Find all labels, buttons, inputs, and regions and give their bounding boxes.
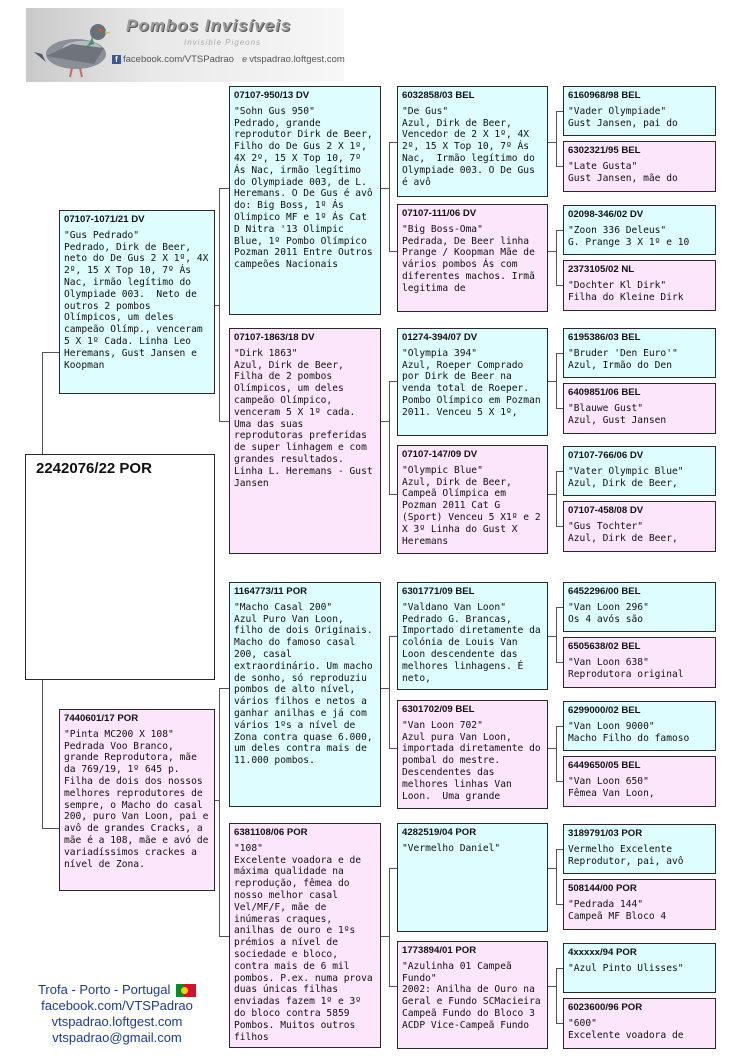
connector-line xyxy=(556,662,563,663)
ancestor-card xyxy=(563,582,716,632)
pigeon-description: "Van Loon 650" Fêmea Van Loon, xyxy=(568,775,655,799)
pigeon-description: Vermelho Excelente Reprodutor, pai, avô xyxy=(568,843,684,867)
connector-line xyxy=(556,726,557,781)
ring-id: 07107-1071/21 DV xyxy=(64,214,145,225)
ring-id: 6195386/03 BEL xyxy=(568,332,641,343)
ring-id: 6409851/06 BEL xyxy=(568,387,641,398)
ring-id: 6449650/05 BEL xyxy=(568,760,641,771)
connector-line xyxy=(215,305,219,306)
ring-id: 7440601/17 POR xyxy=(64,713,139,724)
connector-line xyxy=(556,607,563,608)
connector-line xyxy=(556,471,563,472)
site-subtitle: Invisible Pigeons xyxy=(184,38,262,47)
connector-line xyxy=(389,381,390,494)
connector-line xyxy=(215,800,219,801)
pigeon-description: "Vater Olympic Blue" Azul, Dirk de Beer, xyxy=(568,465,684,489)
connector-line xyxy=(389,868,397,869)
ancestor-card xyxy=(563,998,716,1049)
connector-line xyxy=(389,636,397,637)
connector-line xyxy=(42,352,43,454)
connector-line xyxy=(556,353,563,354)
connector-line xyxy=(548,868,556,869)
connector-line xyxy=(381,421,389,422)
pigeon-description: "108" Excelente voadora e de máxima qualidade na reprodução, fêmea do nosso melhor casal Vel/MF/F, mãe de inúmeras craques, anilhas de ouro e 1ºs prémios a nível de sociedade e bloco, contra mais de 6 mil pombos. P.ex. numa prova duas únicas filhas enviadas fazem 1º e 3º do bloco contra 5859 Pombos. Muitos outros filhos xyxy=(234,842,373,1043)
dam-card xyxy=(59,709,215,891)
ring-id: 07107-147/09 DV xyxy=(402,449,478,460)
location-line xyxy=(22,982,212,998)
header-links xyxy=(112,54,345,65)
connector-line xyxy=(389,381,397,382)
connector-line xyxy=(381,188,389,189)
connector-line xyxy=(556,526,563,527)
pigeon-description: "600" Excelente voadora de xyxy=(568,1017,684,1041)
connector-line xyxy=(556,1023,563,1024)
pigeon-logo-icon xyxy=(32,14,112,80)
pigeon-description: "Gus Pedrado" Pedrado, Dirk de Beer, neto do De Gus 2 X 1º, 4X 2º, 15 X Top 10, 7º Ás Nac, irmão legítimo do Olympiade 003. Neto de outros 2 pombos Olímpicos, um deles campeão Olímp., venceram 5 X 1º Cada. Linha Leo Heremans, Gust Jansen e Koopman xyxy=(64,229,209,371)
ancestor-card xyxy=(563,383,716,434)
ring-id: 07107-111/06 DV xyxy=(402,208,477,219)
email-link[interactable]: vtspadrao@gmail.com xyxy=(52,1030,182,1045)
great-grandparent-card xyxy=(397,445,548,554)
connector-line xyxy=(42,352,59,353)
connector-line xyxy=(389,748,397,749)
facebook-link[interactable]: facebook.com/VTSPadrao xyxy=(41,998,193,1013)
pigeon-description: "Macho Casal 200" Azul Puro Van Loon, filho de dois Originais. Macho do famoso casal 200, casal extraordinário. Um macho de sonho, só reproduziu pombos de alto nível, vários filhos e netos a ganhar anilhas e já com vários 1ºs a nível de Zona contra quase 6.000, um deles contra mais de 11.000 pombos. xyxy=(234,601,373,767)
great-grandparent-card xyxy=(397,941,548,1049)
great-grandparent-card xyxy=(397,582,548,690)
connector-line xyxy=(548,636,556,637)
ancestor-card xyxy=(563,86,716,136)
connector-line xyxy=(556,968,563,969)
ancestor-card xyxy=(563,943,716,993)
great-grandparent-card xyxy=(397,823,548,932)
connector-line xyxy=(548,494,556,495)
connector-line xyxy=(556,111,557,166)
pigeon-description: "Gus Tochter" Azul, Dirk de Beer, xyxy=(568,520,678,544)
pigeon-description: "Big Boss-Oma" Pedrada, De Beer linha Prange / Koopman Mãe de vários pombos Ás com diferentes machos. Irmã legitima de xyxy=(402,223,535,294)
contact-footer xyxy=(22,982,212,1046)
great-grandparent-card xyxy=(397,700,548,809)
ring-id: 3189791/03 POR xyxy=(568,828,643,839)
ancestor-card xyxy=(563,879,716,930)
sire-card xyxy=(59,210,215,394)
web-icon: e xyxy=(241,54,248,65)
connector-line xyxy=(548,381,556,382)
ancestor-card xyxy=(563,328,716,378)
connector-line xyxy=(548,142,556,143)
connector-line xyxy=(556,781,563,782)
connector-line xyxy=(389,142,390,251)
site-link[interactable]: vtspadrao.loftgest.com xyxy=(249,54,345,65)
pigeon-description: "Van Loon 296" Os 4 avós são xyxy=(568,601,649,625)
pigeon-description: "Azul Pinto Ulisses" xyxy=(568,962,684,974)
ring-id: 6381108/06 POR xyxy=(234,827,308,838)
ancestor-card xyxy=(563,141,716,192)
pigeon-description: "Late Gusta" Gust Jansen, mãe do xyxy=(568,160,678,184)
connector-line xyxy=(556,230,563,231)
facebook-icon: f xyxy=(112,55,121,64)
website-link[interactable]: vtspadrao.loftgest.com xyxy=(51,1014,183,1029)
ancestor-card xyxy=(563,637,716,688)
connector-line xyxy=(219,688,220,936)
pigeon-description: "Valdano Van Loon" Pedrado G. Brancas, Importado diretamente da colónia de Louis Van Loon descendente das melhores linhagens. É neto, xyxy=(402,601,541,684)
connector-line xyxy=(42,680,43,828)
ring-id: 07107-950/13 DV xyxy=(234,90,310,101)
great-grandparent-card xyxy=(397,204,548,312)
location-text: Trofa - Porto - Portugal xyxy=(37,982,171,997)
connector-line xyxy=(556,968,557,1023)
pigeon-description: "Van Loon 702" Azul pura Van Loon, importada diretamente do pombal do mestre. Descendentes das melhores linhas Van Loon. Uma grande xyxy=(402,719,541,802)
pigeon-description: "Olympia 394" Azul, Roeper Comprado por Dirk de Beer na venda total de Roeper. Pombo Olímpico em Pozman 2011. Venceu 5 X 1º, xyxy=(402,347,541,418)
connector-line xyxy=(219,688,229,689)
ancestor-card xyxy=(563,501,716,552)
ring-id: 07107-458/08 DV xyxy=(568,505,644,516)
connector-line xyxy=(389,251,397,252)
ring-id: 02098-346/02 DV xyxy=(568,209,644,220)
great-grandparent-card xyxy=(397,328,548,436)
pigeon-description: "Dirk 1863" Azul, Dirk de Beer, Filha de 2 pombos Olímpicos, um deles campeão Olímpico, venceram 5 X 1º cada. Uma das suas reprodutoras preferidas de super linhagem e com grandes resultados. Linha L. Heremans - Gust Jansen xyxy=(234,347,373,489)
connector-line xyxy=(548,251,556,252)
connector-line xyxy=(556,408,563,409)
connector-line xyxy=(42,828,59,829)
pigeon-description: "Azulinha 01 Campeã Fundo" 2002: Anilha de Ouro na Geral e Fundo SCMacieira Campeã Fundo do Bloco 3 ACDP Vice-Campeã Fundo xyxy=(402,960,541,1031)
ring-id: 6299000/02 BEL xyxy=(568,705,641,716)
ring-id: 6302321/95 BEL xyxy=(568,145,641,156)
ancestor-card xyxy=(563,446,716,496)
ring-id: 6023600/96 POR xyxy=(568,1002,643,1013)
connector-line xyxy=(556,471,557,526)
site-title: Pombos Invisíveis xyxy=(126,16,292,35)
connector-line xyxy=(389,868,390,986)
ring-id: 6160968/98 BEL xyxy=(568,90,641,101)
ring-id: 07107-766/06 DV xyxy=(568,450,644,461)
grandparent-card xyxy=(229,582,381,807)
grandparent-card xyxy=(229,86,381,315)
ancestor-card xyxy=(563,756,716,807)
connector-line xyxy=(556,111,563,112)
connector-line xyxy=(219,936,229,937)
connector-line xyxy=(556,726,563,727)
ring-id: 6301771/09 BEL xyxy=(402,586,475,597)
pigeon-description: "Blauwe Gust" Azul, Gust Jansen xyxy=(568,402,667,426)
grandparent-card xyxy=(229,823,381,1048)
pigeon-description: "Pedrada 144" Campeã MF Bloco 4 xyxy=(568,898,667,922)
connector-line xyxy=(389,142,397,143)
connector-line xyxy=(556,607,557,662)
portugal-flag-icon xyxy=(176,984,196,997)
connector-line xyxy=(556,849,557,904)
ancestor-card xyxy=(563,824,716,874)
pigeon-description: "Bruder 'Den Euro'" Azul, Irmão do Den xyxy=(568,347,678,371)
connector-line xyxy=(389,494,397,495)
grandparent-card xyxy=(229,328,381,554)
connector-line xyxy=(219,421,229,422)
ring-id: 6301702/09 BEL xyxy=(402,704,475,715)
ring-id: 6032858/03 BEL xyxy=(402,90,475,101)
connector-line xyxy=(556,285,563,286)
connector-line xyxy=(381,688,389,689)
ring-id: 4xxxxx/94 POR xyxy=(568,947,637,958)
connector-line xyxy=(548,986,556,987)
connector-line xyxy=(556,904,563,905)
connector-line xyxy=(556,849,563,850)
subject-ring-id: 2242076/22 POR xyxy=(36,460,152,477)
connector-line xyxy=(381,936,389,937)
connector-line xyxy=(389,986,397,987)
pigeon-description: "Van Loon 638" Reprodutora original xyxy=(568,656,684,680)
header-banner xyxy=(26,8,344,82)
ancestor-card xyxy=(563,701,716,751)
pigeon-description: "Vader Olympiade" Gust Jansen, pai do xyxy=(568,105,678,129)
pigeon-description: "Sohn Gus 950" Pedrado, grande reprodutor Dirk de Beer, Filho do De Gus 2 X 1º, 4X 2º, 15 X Top 10, 7º Ás Nac, irmão legítimo do Olympiade 003, de L. Heremans. O De Gus é avô do: Big Boss, 1º Ás Olimpico MF e 1º Ás Cat D Nitra '13 Olimpic Blue, 1º Pombo Olímpico Pozman 2011 Entre Outros campeões Nacionais xyxy=(234,105,373,271)
facebook-link[interactable]: facebook.com/VTSPadrao xyxy=(123,54,234,65)
ancestor-card xyxy=(563,205,716,255)
ancestor-card xyxy=(563,260,716,311)
connector-line xyxy=(556,353,557,408)
subject-card xyxy=(25,454,215,680)
ring-id: 6505638/02 BEL xyxy=(568,641,641,652)
great-grandparent-card xyxy=(397,86,548,197)
ring-id: 508144/00 POR xyxy=(568,883,637,894)
pigeon-description: "Van Loon 9000" Macho Filho do famoso xyxy=(568,720,690,744)
pigeon-description: "Dochter Kl Dirk" Filha do Kleine Dirk xyxy=(568,279,684,303)
pigeon-description: "Pinta MC200 X 108" Pedrada Voo Branco, grande Reprodutora, mãe da 769/19, 1º 645 p. Filha de dois dos nossos melhores reprodutores de sempre, o Macho do casal 200, puro Van Loon, pai e avô de grandes Cracks, a mãe é a 108, mãe e avó de variadíssimos crackes a nível de Zona. xyxy=(64,728,209,870)
ring-id: 2373105/02 NL xyxy=(568,264,635,275)
pigeon-description: "Vermelho Daniel" xyxy=(402,842,501,854)
ring-id: 6452296/00 BEL xyxy=(568,586,641,597)
connector-line xyxy=(389,636,390,748)
connector-line xyxy=(219,188,220,421)
ring-id: 1164773/11 POR xyxy=(234,586,308,597)
pigeon-description: "Zoon 336 Deleus" G. Prange 3 X 1º e 10 xyxy=(568,224,690,248)
connector-line xyxy=(556,166,563,167)
connector-line xyxy=(548,748,556,749)
ring-id: 1773894/01 POR xyxy=(402,945,477,956)
pigeon-description: "Olympic Blue" Azul, Dirk de Beer, Campeã Olímpica em Pozman 2011 Cat G (Sport) Venceu 5 X1º e 2 X 3º Linha do Gust X Heremans xyxy=(402,464,541,547)
ring-id: 01274-394/07 DV xyxy=(402,332,478,343)
ring-id: 4282519/04 POR xyxy=(402,827,477,838)
connector-line xyxy=(219,188,229,189)
pigeon-description: "De Gus" Azul, Dirk de Beer, Vencedor de 2 X 1º, 4X 2º, 15 X Top 10, 7º Ás Nac, Irmão legítimo do Olympiade 003. O De Gus é avô xyxy=(402,105,535,188)
connector-line xyxy=(556,230,557,285)
ring-id: 07107-1863/18 DV xyxy=(234,332,315,343)
